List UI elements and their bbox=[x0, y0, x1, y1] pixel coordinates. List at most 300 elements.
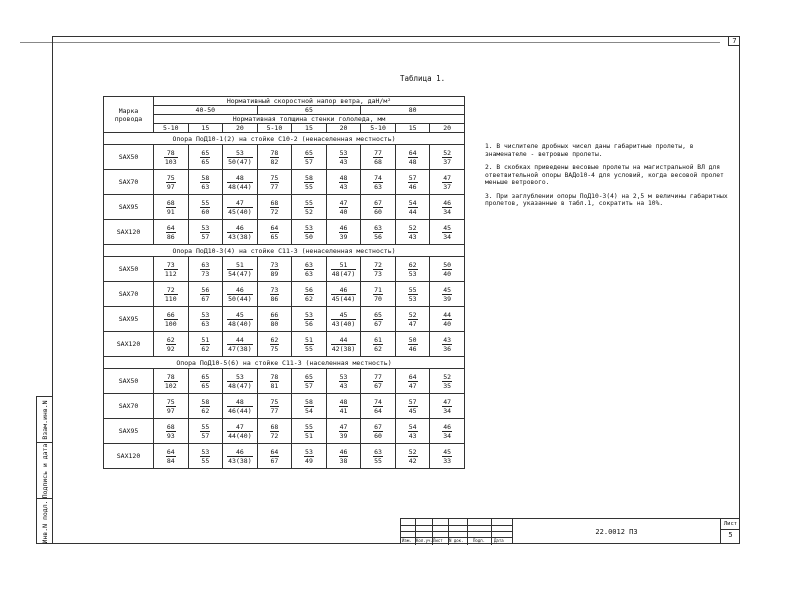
wind-span: 37 bbox=[443, 157, 452, 166]
span-cell bbox=[292, 332, 327, 357]
gauge-span: 46 bbox=[443, 422, 452, 431]
gauge-span: 52 bbox=[443, 372, 452, 381]
span-cell bbox=[326, 145, 361, 170]
gauge-span: 62 bbox=[408, 260, 417, 269]
span-fraction bbox=[408, 423, 418, 440]
span-fraction bbox=[442, 261, 452, 278]
wind-span: 40 bbox=[339, 207, 348, 216]
section-title-row bbox=[104, 245, 465, 257]
header-row bbox=[104, 124, 465, 133]
wind-span: 70 bbox=[374, 294, 382, 303]
gauge-span: 52 bbox=[443, 148, 452, 157]
span-cell bbox=[257, 195, 292, 220]
gauge-span: 65 bbox=[305, 372, 313, 381]
span-fraction bbox=[270, 224, 280, 241]
span-fraction bbox=[227, 423, 252, 440]
span-cell bbox=[292, 444, 327, 469]
span-cell bbox=[292, 419, 327, 444]
wind-span: 97 bbox=[166, 182, 175, 191]
span-cell bbox=[430, 195, 465, 220]
span-fraction bbox=[270, 311, 280, 328]
span-fraction bbox=[270, 174, 280, 191]
wind-value-cell: 80 bbox=[361, 106, 465, 115]
gauge-span: 55 bbox=[305, 422, 313, 431]
wind-span: 64 bbox=[374, 406, 382, 415]
ice-value-cell: 5-10 bbox=[257, 124, 292, 133]
span-cell bbox=[188, 444, 223, 469]
span-cell bbox=[154, 257, 189, 282]
table-row bbox=[104, 332, 465, 357]
span-cell bbox=[430, 170, 465, 195]
span-cell bbox=[430, 394, 465, 419]
span-fraction bbox=[408, 224, 418, 241]
gauge-span: 46 bbox=[443, 198, 452, 207]
strip-label: Подпись и дата bbox=[41, 443, 49, 498]
gauge-span: 48 bbox=[227, 398, 252, 407]
wind-span: 73 bbox=[374, 269, 382, 278]
gauge-span: 68 bbox=[270, 198, 279, 207]
span-fraction bbox=[200, 448, 210, 465]
span-cell bbox=[326, 257, 361, 282]
gauge-span: 54 bbox=[408, 198, 417, 207]
wind-span: 45(40) bbox=[228, 207, 252, 216]
wind-span: 34 bbox=[443, 232, 452, 241]
span-fraction bbox=[200, 224, 210, 241]
gauge-span: 47 bbox=[443, 173, 452, 182]
table-row bbox=[104, 282, 465, 307]
wind-span: 50 bbox=[305, 232, 313, 241]
wind-span: 40 bbox=[443, 319, 452, 328]
wind-span: 62 bbox=[201, 344, 210, 353]
wind-span: 67 bbox=[374, 381, 382, 390]
span-cell bbox=[188, 369, 223, 394]
title-block bbox=[400, 518, 740, 544]
gauge-span: 63 bbox=[374, 223, 382, 232]
gauge-span: 48 bbox=[339, 397, 348, 406]
gauge-span: 46 bbox=[227, 448, 252, 457]
ice-value-cell: 15 bbox=[395, 124, 430, 133]
span-cell bbox=[326, 307, 361, 332]
wind-span: 57 bbox=[201, 431, 210, 440]
wind-span: 72 bbox=[270, 431, 279, 440]
wind-span: 62 bbox=[374, 344, 382, 353]
span-cell bbox=[188, 282, 223, 307]
wind-span: 43 bbox=[408, 431, 417, 440]
span-cell bbox=[361, 282, 396, 307]
wind-span: 92 bbox=[166, 344, 175, 353]
span-cell bbox=[292, 369, 327, 394]
span-cell bbox=[223, 394, 258, 419]
gauge-span: 65 bbox=[201, 372, 210, 381]
ice-header: Нормативная толщина стенки гололеда, мм bbox=[154, 115, 465, 124]
header-row bbox=[104, 97, 465, 106]
gauge-span: 45 bbox=[443, 447, 452, 456]
span-cell bbox=[361, 394, 396, 419]
span-cell bbox=[361, 419, 396, 444]
span-fraction bbox=[164, 286, 178, 303]
sheet-label: Лист bbox=[721, 520, 740, 530]
gauge-span: 58 bbox=[201, 173, 210, 182]
span-cell bbox=[395, 332, 430, 357]
wind-span: 45(44) bbox=[331, 294, 356, 303]
span-cell bbox=[292, 195, 327, 220]
wind-span: 42(38) bbox=[331, 344, 356, 353]
span-fraction bbox=[339, 398, 349, 415]
gauge-span: 78 bbox=[164, 373, 178, 382]
span-cell bbox=[154, 145, 189, 170]
span-cell bbox=[326, 332, 361, 357]
wind-span: 49 bbox=[305, 456, 313, 465]
span-fraction bbox=[304, 423, 314, 440]
span-cell bbox=[154, 307, 189, 332]
wind-span: 62 bbox=[305, 294, 313, 303]
span-cell bbox=[361, 145, 396, 170]
wire-cell: SAX70 bbox=[104, 282, 154, 307]
span-fraction bbox=[373, 224, 383, 241]
span-fraction bbox=[164, 149, 178, 166]
gauge-span: 47 bbox=[227, 199, 252, 208]
span-cell bbox=[257, 444, 292, 469]
wind-span: 40 bbox=[443, 269, 452, 278]
span-cell bbox=[188, 195, 223, 220]
span-fraction bbox=[200, 286, 210, 303]
gauge-span: 54 bbox=[408, 422, 417, 431]
span-fraction bbox=[442, 286, 452, 303]
gauge-span: 51 bbox=[227, 261, 252, 270]
stamp-label: Кол.уч. bbox=[416, 538, 433, 543]
gauge-span: 78 bbox=[270, 148, 279, 157]
table-row bbox=[104, 220, 465, 245]
section-title: Опора ПоД10-3(4) на стойке С11-3 (ненаселенная местность) bbox=[104, 245, 465, 257]
gauge-span: 63 bbox=[305, 260, 313, 269]
span-cell bbox=[292, 220, 327, 245]
span-cell bbox=[361, 332, 396, 357]
gauge-span: 74 bbox=[374, 173, 382, 182]
gauge-span: 78 bbox=[164, 149, 178, 158]
span-fraction bbox=[304, 149, 314, 166]
span-cell bbox=[361, 220, 396, 245]
gauge-span: 64 bbox=[270, 447, 279, 456]
span-cell bbox=[430, 257, 465, 282]
wind-pressure-header: Нормативный скоростной напор ветра, даН/м² bbox=[154, 97, 465, 106]
wind-value-cell: 65 bbox=[257, 106, 361, 115]
span-fraction bbox=[270, 398, 280, 415]
wind-span: 42 bbox=[408, 456, 417, 465]
span-cell bbox=[292, 145, 327, 170]
gauge-span: 55 bbox=[201, 422, 210, 431]
gauge-span: 56 bbox=[305, 285, 313, 294]
wind-span: 55 bbox=[305, 344, 313, 353]
span-fraction bbox=[408, 261, 418, 278]
span-cell bbox=[188, 220, 223, 245]
span-cell bbox=[188, 257, 223, 282]
gauge-span: 53 bbox=[201, 223, 210, 232]
span-fraction bbox=[304, 311, 314, 328]
span-fraction bbox=[373, 174, 383, 191]
span-cell bbox=[257, 332, 292, 357]
wind-span: 77 bbox=[270, 182, 279, 191]
gauge-span: 55 bbox=[305, 198, 313, 207]
span-cell bbox=[154, 220, 189, 245]
wind-span: 82 bbox=[270, 157, 279, 166]
wind-span: 67 bbox=[270, 456, 279, 465]
wind-span: 47(38) bbox=[228, 344, 252, 353]
span-cell bbox=[326, 444, 361, 469]
span-cell bbox=[326, 369, 361, 394]
wind-span: 55 bbox=[201, 456, 210, 465]
strip-label: Инв.N подл. bbox=[41, 500, 49, 544]
wire-cell: SAX95 bbox=[104, 419, 154, 444]
span-cell bbox=[154, 369, 189, 394]
wind-span: 86 bbox=[270, 294, 279, 303]
stamp-label: N док. bbox=[449, 538, 464, 543]
span-cell bbox=[430, 332, 465, 357]
gauge-span: 53 bbox=[201, 447, 210, 456]
span-fraction bbox=[304, 286, 314, 303]
section-title: Опора ПоД10-1(2) на стойке С10-2 (ненаселенная местность) bbox=[104, 133, 465, 145]
wind-span: 60 bbox=[201, 207, 210, 216]
gauge-span: 46 bbox=[339, 223, 348, 232]
span-cell bbox=[430, 145, 465, 170]
span-fraction bbox=[166, 423, 176, 440]
gauge-span: 61 bbox=[374, 335, 382, 344]
span-fraction bbox=[304, 199, 314, 216]
gauge-span: 75 bbox=[166, 173, 175, 182]
wire-header: Марка провода bbox=[104, 97, 154, 133]
gauge-span: 53 bbox=[227, 373, 252, 382]
ice-value-cell: 5-10 bbox=[154, 124, 189, 133]
wind-span: 43 bbox=[339, 381, 348, 390]
gauge-span: 75 bbox=[166, 397, 175, 406]
span-cell bbox=[223, 282, 258, 307]
gauge-span: 73 bbox=[270, 285, 279, 294]
gauge-span: 45 bbox=[331, 311, 356, 320]
table-row bbox=[104, 419, 465, 444]
span-fraction bbox=[408, 286, 418, 303]
wind-span: 57 bbox=[201, 232, 210, 241]
span-fraction bbox=[200, 336, 210, 353]
span-fraction bbox=[227, 373, 252, 390]
span-fraction bbox=[373, 423, 383, 440]
top-page-number: 7 bbox=[728, 36, 740, 46]
span-fraction bbox=[442, 149, 452, 166]
span-fraction bbox=[200, 373, 210, 390]
span-fraction bbox=[270, 199, 280, 216]
wind-span: 63 bbox=[201, 319, 210, 328]
gauge-span: 56 bbox=[201, 285, 210, 294]
table-row bbox=[104, 394, 465, 419]
gauge-span: 65 bbox=[374, 310, 382, 319]
wind-span: 55 bbox=[305, 182, 313, 191]
ice-value-cell: 15 bbox=[292, 124, 327, 133]
span-fraction bbox=[200, 311, 210, 328]
stamp-label: Лист bbox=[433, 538, 443, 543]
span-cell bbox=[361, 444, 396, 469]
gauge-span: 77 bbox=[374, 372, 382, 381]
wind-span: 44 bbox=[408, 207, 417, 216]
span-fraction bbox=[227, 448, 252, 465]
gauge-span: 72 bbox=[374, 260, 382, 269]
gauge-span: 47 bbox=[339, 422, 348, 431]
gauge-span: 51 bbox=[201, 335, 210, 344]
wind-span: 62 bbox=[201, 406, 210, 415]
span-fraction bbox=[408, 448, 418, 465]
span-fraction bbox=[373, 398, 383, 415]
span-fraction bbox=[442, 373, 452, 390]
gauge-span: 47 bbox=[227, 423, 252, 432]
wind-span: 93 bbox=[166, 431, 175, 440]
span-fraction bbox=[227, 174, 252, 191]
span-cell bbox=[188, 145, 223, 170]
ice-value-cell: 20 bbox=[223, 124, 258, 133]
span-fraction bbox=[408, 311, 418, 328]
span-cell bbox=[430, 282, 465, 307]
wind-span: 89 bbox=[270, 269, 279, 278]
span-fraction bbox=[373, 149, 383, 166]
gauge-span: 46 bbox=[331, 286, 356, 295]
strip-cell bbox=[37, 397, 53, 443]
span-cell bbox=[292, 170, 327, 195]
span-fraction bbox=[270, 448, 280, 465]
wind-span: 91 bbox=[166, 207, 175, 216]
gauge-span: 44 bbox=[443, 310, 452, 319]
span-fraction bbox=[166, 199, 176, 216]
wind-span: 43 bbox=[408, 232, 417, 241]
span-fraction bbox=[339, 448, 349, 465]
span-cell bbox=[395, 220, 430, 245]
gauge-span: 77 bbox=[374, 148, 382, 157]
span-fraction bbox=[373, 373, 383, 390]
gauge-span: 43 bbox=[443, 335, 452, 344]
span-cell bbox=[188, 419, 223, 444]
span-fraction bbox=[304, 174, 314, 191]
wire-cell: SAX50 bbox=[104, 145, 154, 170]
wind-span: 43 bbox=[339, 157, 348, 166]
span-cell bbox=[154, 444, 189, 469]
gauge-span: 68 bbox=[166, 422, 175, 431]
wind-span: 39 bbox=[443, 294, 452, 303]
span-fraction bbox=[339, 373, 349, 390]
note-item: 3. При заглублении опоры ПоД10-3(4) на 2,5 м величины габаритных пролетов, указанные в табл.1, сократить на 10%. bbox=[485, 192, 728, 207]
gauge-span: 66 bbox=[270, 310, 279, 319]
wind-span: 75 bbox=[270, 344, 279, 353]
gauge-span: 55 bbox=[201, 198, 210, 207]
wind-span: 41 bbox=[339, 406, 348, 415]
span-fraction bbox=[304, 224, 314, 241]
wire-cell: SAX50 bbox=[104, 369, 154, 394]
wind-span: 67 bbox=[201, 294, 210, 303]
stamp-label: Дата bbox=[494, 538, 504, 543]
note-item: 1. В числителе дробных чисел даны габаритные пролеты, в знаменателе - ветровые пролеты. bbox=[485, 143, 694, 158]
wind-span: 48(47) bbox=[331, 269, 356, 278]
wire-cell: SAX120 bbox=[104, 220, 154, 245]
wind-span: 47 bbox=[408, 381, 417, 390]
notes-block bbox=[485, 143, 735, 214]
span-cell bbox=[223, 444, 258, 469]
span-cell bbox=[292, 307, 327, 332]
wind-span: 56 bbox=[374, 232, 382, 241]
span-cell bbox=[154, 419, 189, 444]
strip-cell bbox=[37, 443, 53, 499]
gauge-span: 45 bbox=[443, 223, 452, 232]
span-fraction bbox=[331, 286, 356, 303]
gauge-span: 50 bbox=[408, 335, 417, 344]
span-cell bbox=[430, 369, 465, 394]
span-fraction bbox=[373, 336, 383, 353]
gauge-span: 64 bbox=[166, 447, 175, 456]
gauge-span: 46 bbox=[227, 224, 252, 233]
wind-span: 67 bbox=[374, 319, 382, 328]
table-row bbox=[104, 257, 465, 282]
span-cell bbox=[223, 332, 258, 357]
span-cell bbox=[326, 282, 361, 307]
span-fraction bbox=[304, 398, 314, 415]
gauge-span: 53 bbox=[201, 310, 210, 319]
gauge-span: 53 bbox=[339, 372, 348, 381]
span-cell bbox=[154, 282, 189, 307]
wind-span: 97 bbox=[166, 406, 175, 415]
gauge-span: 51 bbox=[331, 261, 356, 270]
gauge-span: 52 bbox=[408, 447, 417, 456]
span-cell bbox=[154, 195, 189, 220]
span-fraction bbox=[442, 336, 452, 353]
wind-span: 100 bbox=[164, 319, 177, 328]
span-cell bbox=[292, 282, 327, 307]
gauge-span: 67 bbox=[374, 198, 382, 207]
span-fraction bbox=[227, 149, 252, 166]
gauge-span: 64 bbox=[166, 223, 175, 232]
span-fraction bbox=[270, 286, 280, 303]
wind-span: 65 bbox=[270, 232, 279, 241]
table-row bbox=[104, 145, 465, 170]
gauge-span: 63 bbox=[201, 260, 210, 269]
gauge-span: 68 bbox=[270, 422, 279, 431]
span-fraction bbox=[373, 286, 383, 303]
span-fraction bbox=[200, 261, 210, 278]
wind-span: 53 bbox=[408, 294, 417, 303]
gauge-span: 53 bbox=[305, 223, 313, 232]
span-fraction bbox=[304, 373, 314, 390]
span-fraction bbox=[331, 311, 356, 328]
span-fraction bbox=[373, 448, 383, 465]
span-cell bbox=[395, 257, 430, 282]
span-cell bbox=[361, 195, 396, 220]
span-fraction bbox=[373, 261, 383, 278]
wind-span: 43(38) bbox=[228, 232, 252, 241]
span-fraction bbox=[227, 199, 252, 216]
span-fraction bbox=[227, 286, 252, 303]
header-row bbox=[104, 115, 465, 124]
gauge-span: 64 bbox=[270, 223, 279, 232]
span-fraction bbox=[442, 398, 452, 415]
wind-span: 65 bbox=[201, 157, 210, 166]
ice-value-cell: 15 bbox=[188, 124, 223, 133]
wind-span: 63 bbox=[201, 182, 210, 191]
span-fraction bbox=[442, 423, 452, 440]
wire-cell: SAX70 bbox=[104, 394, 154, 419]
gauge-span: 45 bbox=[443, 285, 452, 294]
span-fraction bbox=[270, 149, 280, 166]
left-stamp-strip bbox=[36, 396, 52, 544]
table-title: Таблица 1. bbox=[400, 74, 446, 83]
span-cell bbox=[326, 170, 361, 195]
span-fraction bbox=[164, 311, 178, 328]
span-cell bbox=[395, 170, 430, 195]
wind-span: 48(44) bbox=[228, 182, 252, 191]
span-fraction bbox=[270, 336, 280, 353]
gauge-span: 50 bbox=[443, 260, 452, 269]
span-fraction bbox=[442, 311, 452, 328]
